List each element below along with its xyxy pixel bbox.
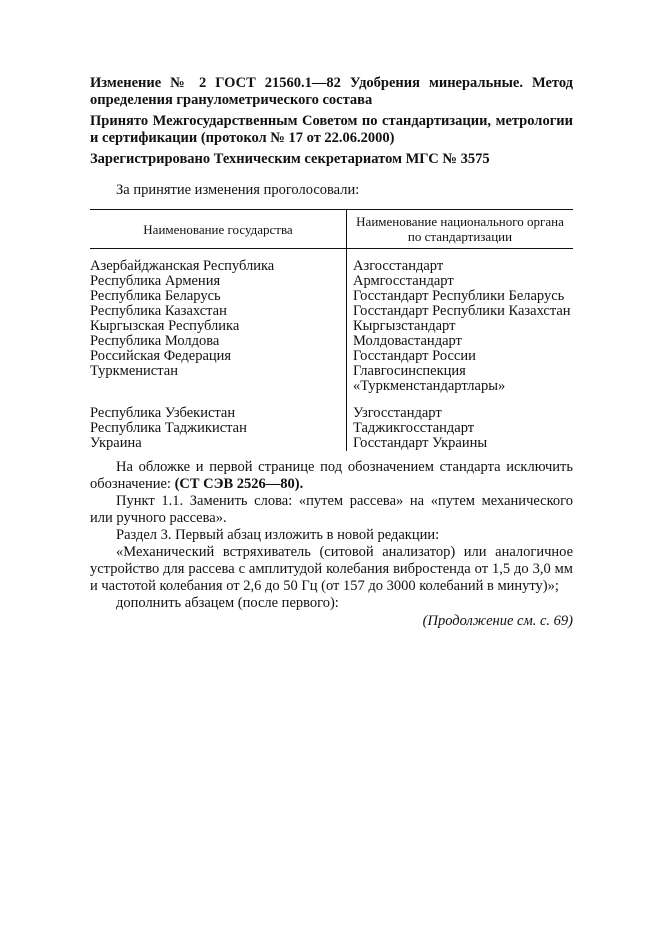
state-name: Республика Узбекистан: [90, 405, 236, 421]
organ-name: Армгосстандарт: [353, 273, 454, 289]
organ-name: Госстандарт Украины: [353, 435, 488, 451]
state-column-header: Наименование государства: [90, 210, 347, 249]
addition-paragraph: дополнить абзацем (после первого):: [116, 595, 339, 611]
organ-name: Главгосинспекция «Туркменстандартлары»: [353, 363, 506, 394]
organ-list-1: [347, 249, 574, 405]
state-name: Украина: [90, 435, 142, 451]
adoption-statement: Принято Межгосударственным Советом по стандартизации, метрологии и сертификации (протокол № 17 от 22.06.2000): [90, 113, 573, 146]
organ-name: Госстандарт Республики Казахстан: [353, 303, 571, 319]
organ-name: Госстандарт России: [353, 348, 476, 364]
organ-name: Кыргызстандарт: [353, 318, 456, 334]
amendment-title: Изменение № 2 ГОСТ 21560.1—82 Удобрения минеральные. Метод определения гранулометрического состава: [90, 75, 573, 108]
organ-name: Госстандарт Республики Беларусь: [353, 288, 565, 304]
organ-list-2: [347, 404, 574, 451]
voting-intro: За принятие изменения проголосовали:: [116, 182, 360, 198]
table-row-block-1: [90, 249, 573, 405]
continuation-note: (Продолжение см. с. 69): [422, 613, 573, 629]
cover-designation-text: На обложке и первой странице под обозначением стандарта исключить обозначение:: [90, 459, 573, 492]
state-name: Кыргызская Республика: [90, 318, 240, 334]
organ-name: Молдовастандарт: [353, 333, 462, 349]
state-name: Республика Беларусь: [90, 288, 221, 304]
voting-states-table: [90, 209, 573, 451]
state-list-2: [90, 404, 347, 451]
state-name: Туркменистан: [90, 363, 178, 379]
new-wording-paragraph: «Механический встряхиватель (ситовой анализатор) или аналогичное устройство для рассева с амплитудой колебания вибростенда от 1,5 до 3,0 мм и частотой колебания от 2,6 до 50 Гц (от 157 до 3000 колебаний в минуту)»;: [90, 544, 573, 594]
clause-1-1-paragraph: Пункт 1.1. Заменить слова: «путем рассева» на «путем механического или ручного рассева».: [90, 493, 573, 526]
table-header-row: [90, 210, 573, 249]
state-name: Азербайджанская Республика: [90, 258, 275, 274]
state-name: Российская Федерация: [90, 348, 232, 364]
organ-name: Азгосстандарт: [353, 258, 444, 274]
state-name: Республика Молдова: [90, 333, 220, 349]
removed-designation: (СТ СЭВ 2526—80).: [174, 476, 304, 492]
organ-name: Таджикгосстандарт: [353, 420, 475, 436]
organ-column-header: Наименование национального органа по стандартизации: [347, 210, 574, 249]
organ-name: Узгосстандарт: [353, 405, 442, 421]
state-list-1: [90, 249, 347, 405]
table-row-block-2: [90, 404, 573, 451]
state-name: Республика Казахстан: [90, 303, 227, 319]
section-3-paragraph: Раздел 3. Первый абзац изложить в новой редакции:: [116, 527, 440, 543]
document-page: [90, 75, 573, 630]
state-name: Республика Армения: [90, 273, 221, 289]
registration-statement: Зарегистрировано Техническим секретариатом МГС № 3575: [90, 151, 490, 167]
cover-designation-paragraph: [90, 459, 573, 493]
state-name: Республика Таджикистан: [90, 420, 247, 436]
